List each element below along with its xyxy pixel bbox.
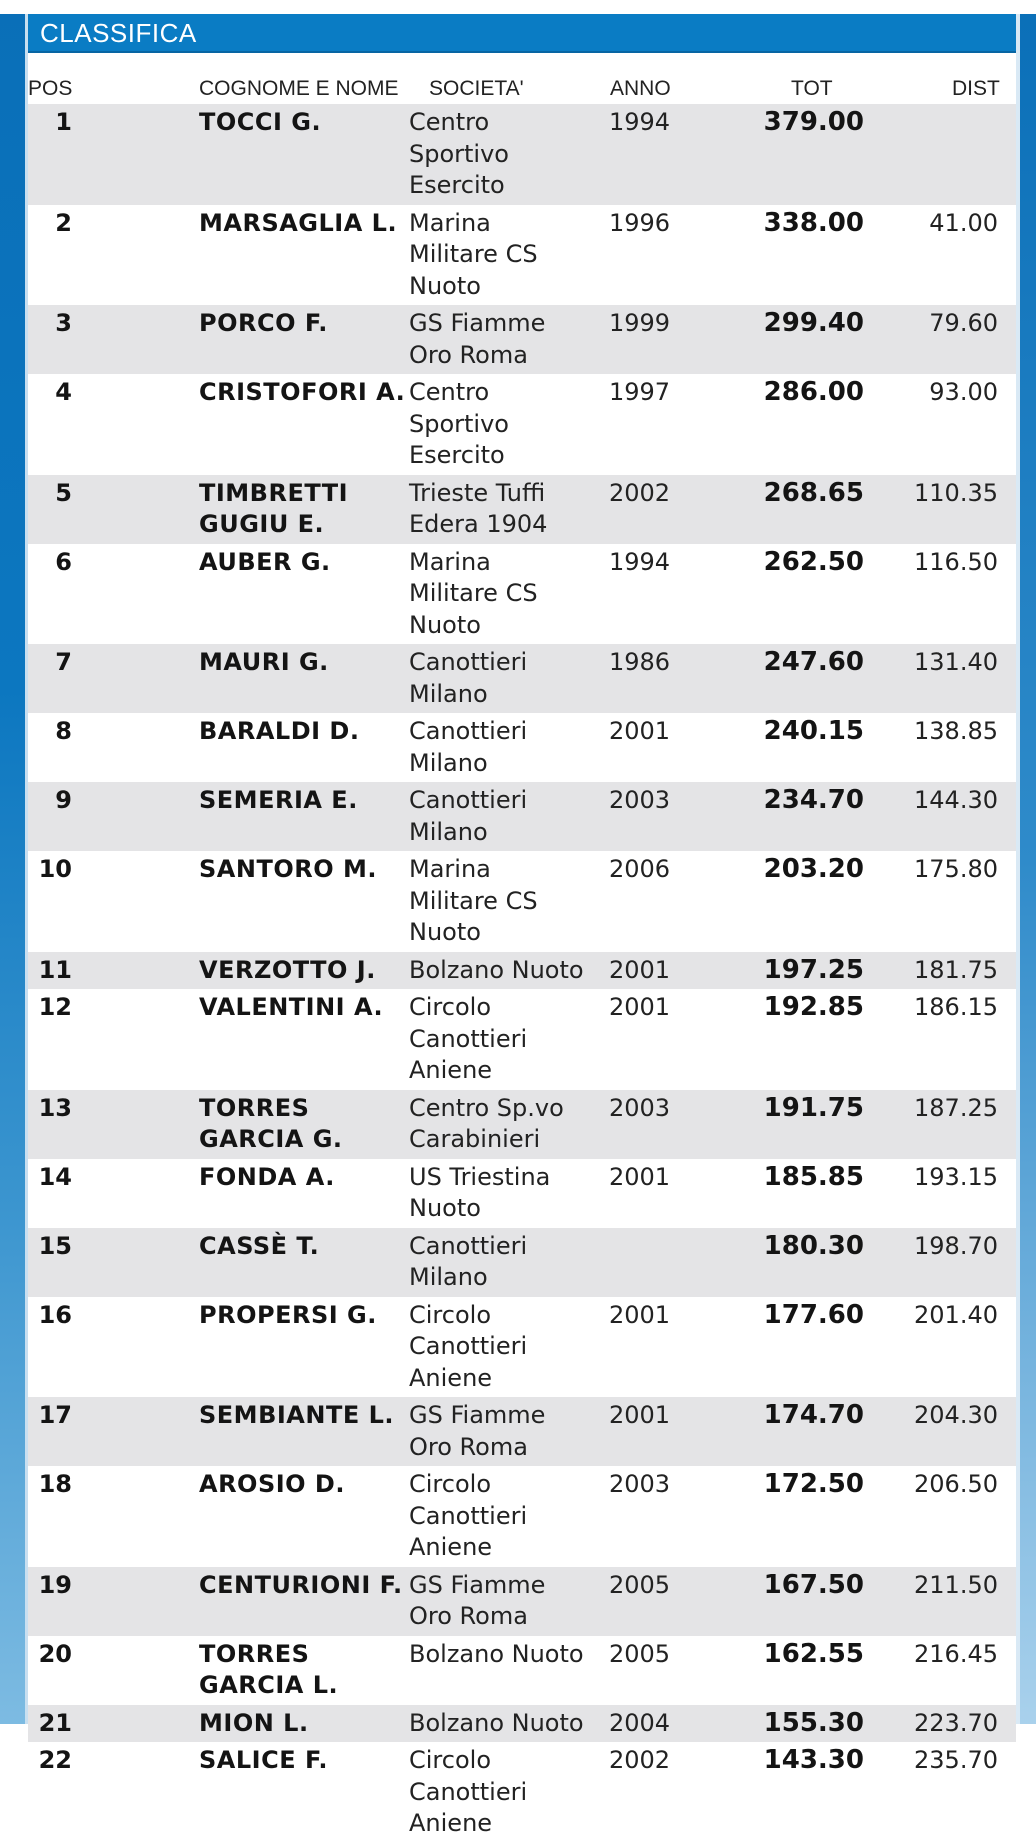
athlete-name-cell-line: FONDA A. — [199, 1162, 335, 1191]
year-cell: 2002 — [609, 478, 671, 507]
year-cell: 2006 — [609, 855, 671, 883]
club-cell — [409, 955, 589, 987]
club-cell-line: Oro Roma — [409, 1602, 528, 1630]
year-cell: 2003 — [609, 786, 671, 814]
club-cell-line: Bolzano Nuoto — [409, 1708, 584, 1737]
total-cell: 197.25 — [763, 954, 864, 985]
athlete-name-cell — [199, 854, 419, 886]
table-row — [28, 1159, 1016, 1228]
total-cell: 203.20 — [763, 854, 864, 884]
total-cell: 174.70 — [763, 1400, 864, 1430]
distance-cell: 211.50 — [914, 1570, 998, 1599]
position-cell: 19 — [38, 1570, 72, 1599]
position-cell: 8 — [55, 717, 72, 745]
distance-cell: 187.25 — [914, 1093, 998, 1122]
athlete-name-cell-line: MION L. — [199, 1708, 309, 1737]
athlete-name-cell — [199, 1708, 419, 1740]
club-cell-line: Circolo — [409, 993, 491, 1021]
club-cell — [409, 1093, 589, 1156]
athlete-name-cell — [199, 107, 419, 139]
distance-cell: 175.80 — [914, 855, 998, 883]
table-row — [28, 1705, 1016, 1743]
position-cell: 6 — [55, 547, 72, 576]
athlete-name-cell — [199, 547, 419, 579]
club-cell-line: Aniene — [409, 1363, 493, 1392]
club-cell-line: Esercito — [409, 441, 505, 469]
header-tot: TOT — [791, 77, 833, 100]
year-cell: 1997 — [609, 378, 671, 406]
athlete-name-cell-line: BARALDI D. — [199, 717, 360, 745]
position-cell: 16 — [38, 1300, 72, 1329]
club-cell-line: Milano — [409, 679, 488, 708]
athlete-name-cell-line: GARCIA G. — [199, 1125, 343, 1153]
athlete-name-cell-line: SEMBIANTE L. — [199, 1401, 394, 1429]
position-cell: 17 — [38, 1401, 72, 1429]
club-cell — [409, 785, 589, 848]
athlete-name-cell-line: MARSAGLIA L. — [199, 208, 398, 237]
position-cell: 9 — [55, 786, 72, 814]
club-cell-line: Nuoto — [409, 271, 481, 300]
header-club: SOCIETA' — [429, 77, 524, 100]
total-cell: 234.70 — [763, 785, 864, 815]
athlete-name-cell — [199, 1093, 419, 1156]
total-cell: 162.55 — [763, 1638, 864, 1669]
position-cell: 7 — [55, 648, 72, 676]
club-cell-line: GS Fiamme — [409, 1401, 546, 1429]
table-header — [28, 77, 1016, 105]
club-cell-line: Bolzano Nuoto — [409, 955, 584, 984]
distance-cell: 110.35 — [914, 478, 998, 507]
position-cell: 15 — [38, 1231, 72, 1260]
table-row — [28, 475, 1016, 544]
year-cell: 2001 — [609, 1162, 671, 1191]
table-row — [28, 104, 1016, 205]
total-cell: 338.00 — [763, 207, 864, 238]
top-strip — [0, 0, 1036, 14]
athlete-name-cell-line: GARCIA L. — [199, 1671, 339, 1699]
position-cell: 1 — [55, 108, 72, 136]
table-row — [28, 1090, 1016, 1159]
athlete-name-cell — [199, 1300, 419, 1332]
distance-cell: 204.30 — [914, 1401, 998, 1429]
club-cell-line: Nuoto — [409, 610, 481, 639]
athlete-name-cell-line: CENTURIONI F. — [199, 1570, 403, 1599]
year-cell: 1999 — [609, 309, 671, 337]
table-row — [28, 544, 1016, 645]
position-cell: 11 — [38, 955, 72, 984]
standings-table — [28, 104, 1016, 1843]
club-cell — [409, 1469, 589, 1564]
club-cell-line: Marina — [409, 208, 491, 237]
athlete-name-cell — [199, 955, 419, 987]
position-cell: 21 — [38, 1708, 72, 1737]
club-cell-line: Militare CS — [409, 886, 538, 915]
club-cell-line: Circolo — [409, 1470, 491, 1498]
athlete-name-cell — [199, 377, 419, 409]
club-cell-line: Aniene — [409, 1056, 493, 1084]
total-cell: 286.00 — [763, 377, 864, 407]
club-cell — [409, 647, 589, 710]
table-row — [28, 1228, 1016, 1297]
header-year: ANNO — [610, 77, 671, 100]
right-frame — [1016, 0, 1036, 1724]
club-cell-line: US Triestina — [409, 1162, 551, 1191]
table-row — [28, 782, 1016, 851]
athlete-name-cell — [199, 1231, 419, 1263]
left-frame — [0, 0, 28, 1724]
distance-cell: 193.15 — [914, 1162, 998, 1191]
year-cell: 2001 — [609, 1401, 671, 1429]
athlete-name-cell-line: SEMERIA E. — [199, 786, 358, 814]
total-cell: 180.30 — [763, 1230, 864, 1261]
total-cell: 262.50 — [763, 546, 864, 577]
distance-cell: 186.15 — [914, 993, 998, 1021]
club-cell-line: Nuoto — [409, 918, 481, 946]
distance-cell: 116.50 — [914, 547, 998, 576]
club-cell — [409, 1300, 589, 1395]
position-cell: 13 — [38, 1093, 72, 1122]
athlete-name-cell-line: AUBER G. — [199, 547, 331, 576]
club-cell-line: Esercito — [409, 171, 505, 199]
club-cell-line: Marina — [409, 855, 491, 883]
total-cell: 379.00 — [763, 107, 864, 137]
club-cell-line: Canottieri — [409, 648, 528, 676]
title-bar — [28, 14, 1016, 53]
athlete-name-cell-line: PROPERSI G. — [199, 1300, 377, 1329]
total-cell: 240.15 — [763, 716, 864, 746]
total-cell: 247.60 — [763, 647, 864, 677]
position-cell: 4 — [55, 378, 72, 406]
athlete-name-cell-line: VERZOTTO J. — [199, 955, 376, 984]
club-cell-line: Bolzano Nuoto — [409, 1639, 584, 1668]
athlete-name-cell — [199, 992, 419, 1024]
total-cell: 172.50 — [763, 1469, 864, 1499]
table-row — [28, 305, 1016, 374]
club-cell — [409, 1162, 589, 1225]
year-cell: 1994 — [609, 108, 671, 136]
club-cell-line: Canottieri — [409, 1231, 528, 1260]
athlete-name-cell — [199, 785, 419, 817]
club-cell — [409, 547, 589, 642]
distance-cell: 79.60 — [929, 309, 998, 337]
club-cell — [409, 716, 589, 779]
athlete-name-cell-line: TORRES — [199, 1639, 310, 1668]
athlete-name-cell — [199, 478, 419, 541]
club-cell — [409, 1400, 589, 1463]
total-cell: 177.60 — [763, 1299, 864, 1330]
table-row — [28, 644, 1016, 713]
total-cell: 185.85 — [763, 1161, 864, 1192]
athlete-name-cell-line: VALENTINI A. — [199, 993, 384, 1021]
athlete-name-cell-line: GUGIU E. — [199, 510, 325, 538]
position-cell: 10 — [38, 855, 72, 883]
athlete-name-cell — [199, 308, 419, 340]
club-cell-line: Canottieri — [409, 1501, 528, 1530]
club-cell — [409, 854, 589, 949]
position-cell: 5 — [55, 478, 72, 507]
club-cell-line: Edera 1904 — [409, 510, 548, 538]
header-pos: POS — [28, 77, 73, 100]
distance-cell: 201.40 — [914, 1300, 998, 1329]
athlete-name-cell — [199, 1639, 419, 1702]
club-cell-line: Trieste Tuffi — [409, 478, 546, 507]
club-cell — [409, 478, 589, 541]
club-cell-line: Militare CS — [409, 240, 538, 268]
club-cell-line: Canottieri — [409, 786, 528, 814]
club-cell — [409, 992, 589, 1087]
club-cell-line: GS Fiamme — [409, 309, 546, 337]
table-row — [28, 1567, 1016, 1636]
club-cell-line: Centro — [409, 108, 490, 136]
year-cell: 1996 — [609, 208, 671, 237]
club-cell-line: GS Fiamme — [409, 1570, 546, 1599]
athlete-name-cell — [199, 716, 419, 748]
club-cell — [409, 208, 589, 303]
athlete-name-cell-line: TIMBRETTI — [199, 478, 349, 507]
table-row — [28, 1297, 1016, 1398]
page-title: CLASSIFICA — [40, 18, 197, 48]
club-cell-line: Aniene — [409, 1809, 493, 1837]
distance-cell: 131.40 — [914, 648, 998, 676]
position-cell: 2 — [55, 208, 72, 237]
table-row — [28, 851, 1016, 952]
total-cell: 155.30 — [763, 1707, 864, 1738]
club-cell — [409, 107, 589, 202]
club-cell — [409, 1231, 589, 1294]
table-row — [28, 713, 1016, 782]
club-cell-line: Carabinieri — [409, 1125, 541, 1153]
table-row — [28, 1466, 1016, 1567]
club-cell-line: Militare CS — [409, 579, 538, 607]
distance-cell: 216.45 — [914, 1639, 998, 1668]
club-cell-line: Circolo — [409, 1300, 491, 1329]
table-row — [28, 1742, 1016, 1843]
club-cell — [409, 377, 589, 472]
club-cell-line: Centro — [409, 378, 490, 406]
athlete-name-cell — [199, 1400, 419, 1432]
position-cell: 18 — [38, 1470, 72, 1498]
athlete-name-cell — [199, 208, 419, 240]
year-cell: 1986 — [609, 648, 671, 676]
position-cell: 22 — [38, 1746, 72, 1774]
header-name: COGNOME E NOME — [199, 77, 399, 100]
athlete-name-cell-line: AROSIO D. — [199, 1470, 345, 1498]
position-cell: 3 — [55, 309, 72, 337]
year-cell: 2004 — [609, 1708, 671, 1737]
club-cell-line: Canottieri — [409, 1332, 528, 1360]
header-dist: DIST — [952, 77, 1000, 100]
table-row — [28, 1397, 1016, 1466]
position-cell: 20 — [38, 1639, 72, 1668]
club-cell — [409, 1745, 589, 1840]
club-cell-line: Circolo — [409, 1746, 491, 1774]
year-cell: 2005 — [609, 1639, 671, 1668]
total-cell: 191.75 — [763, 1092, 864, 1123]
distance-cell: 235.70 — [914, 1746, 998, 1774]
club-cell-line: Milano — [409, 748, 488, 777]
club-cell-line: Milano — [409, 1263, 488, 1291]
total-cell: 167.50 — [763, 1569, 864, 1600]
distance-cell: 181.75 — [914, 955, 998, 984]
distance-cell: 206.50 — [914, 1470, 998, 1498]
club-cell — [409, 1570, 589, 1633]
athlete-name-cell-line: PORCO F. — [199, 309, 328, 337]
athlete-name-cell-line: CASSÈ T. — [199, 1231, 320, 1260]
distance-cell: 41.00 — [929, 208, 998, 237]
year-cell: 2001 — [609, 955, 671, 984]
athlete-name-cell-line: SALICE F. — [199, 1746, 328, 1774]
athlete-name-cell — [199, 1469, 419, 1501]
athlete-name-cell — [199, 1162, 419, 1194]
total-cell: 192.85 — [763, 992, 864, 1022]
year-cell: 2001 — [609, 1300, 671, 1329]
year-cell: 2001 — [609, 993, 671, 1021]
total-cell: 299.40 — [763, 308, 864, 338]
total-cell: 268.65 — [763, 477, 864, 508]
club-cell-line: Canottieri — [409, 1024, 528, 1053]
distance-cell: 93.00 — [929, 378, 998, 406]
distance-cell: 144.30 — [914, 786, 998, 814]
athlete-name-cell-line: MAURI G. — [199, 648, 329, 676]
club-cell — [409, 1639, 589, 1671]
year-cell: 2003 — [609, 1470, 671, 1498]
year-cell: 2005 — [609, 1570, 671, 1599]
position-cell: 12 — [38, 993, 72, 1021]
club-cell-line: Sportivo — [409, 409, 509, 438]
athlete-name-cell-line: TOCCI G. — [199, 108, 322, 136]
table-row — [28, 989, 1016, 1090]
athlete-name-cell-line: CRISTOFORI A. — [199, 378, 406, 406]
table-row — [28, 952, 1016, 990]
total-cell: 143.30 — [763, 1745, 864, 1775]
club-cell-line: Marina — [409, 547, 491, 576]
athlete-name-cell — [199, 1570, 419, 1602]
club-cell-line: Aniene — [409, 1533, 493, 1561]
athlete-name-cell-line: TORRES — [199, 1093, 310, 1122]
club-cell-line: Milano — [409, 817, 488, 846]
club-cell-line: Oro Roma — [409, 1432, 528, 1461]
club-cell-line: Canottieri — [409, 717, 528, 745]
athlete-name-cell-line: SANTORO M. — [199, 855, 377, 883]
club-cell-line: Sportivo — [409, 139, 509, 168]
club-cell — [409, 1708, 589, 1740]
club-cell-line: Oro Roma — [409, 340, 528, 369]
year-cell: 1994 — [609, 547, 671, 576]
distance-cell: 223.70 — [914, 1708, 998, 1737]
year-cell: 2001 — [609, 717, 671, 745]
club-cell-line: Canottieri — [409, 1777, 528, 1806]
year-cell: 2002 — [609, 1746, 671, 1774]
year-cell: 2003 — [609, 1093, 671, 1122]
table-row — [28, 374, 1016, 475]
club-cell-line: Centro Sp.vo — [409, 1093, 564, 1122]
club-cell-line: Nuoto — [409, 1194, 481, 1222]
distance-cell: 198.70 — [914, 1231, 998, 1260]
table-row — [28, 205, 1016, 306]
club-cell — [409, 308, 589, 371]
athlete-name-cell — [199, 1745, 419, 1777]
athlete-name-cell — [199, 647, 419, 679]
table-row — [28, 1636, 1016, 1705]
standings-panel — [28, 14, 1016, 1837]
distance-cell: 138.85 — [914, 717, 998, 745]
position-cell: 14 — [38, 1162, 72, 1191]
